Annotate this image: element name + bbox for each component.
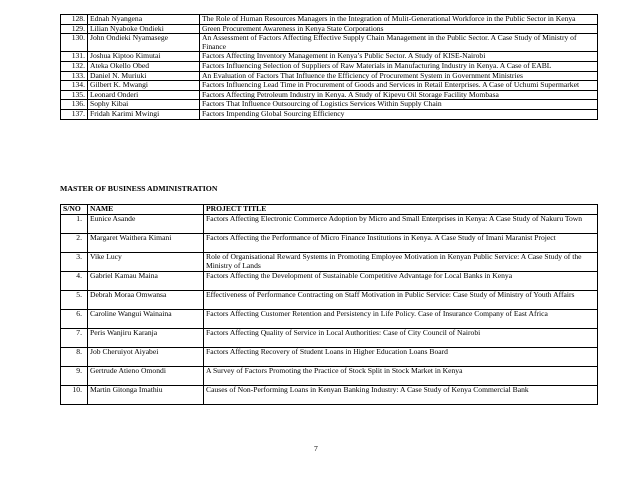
row-number: 131. xyxy=(61,52,88,62)
row-number: 8. xyxy=(61,348,88,367)
project-title: Role of Organisational Reward Systems in Promoting Employee Motivation in Kenyan Public Service: A Case Study of the Ministry of Lands xyxy=(204,253,598,272)
row-number: 10. xyxy=(61,386,88,405)
row-number: 6. xyxy=(61,310,88,329)
row-number: 137. xyxy=(61,109,88,119)
row-number: 5. xyxy=(61,291,88,310)
project-title: Factors Impending Global Sourcing Efficiency xyxy=(200,109,598,119)
project-title: Factors Affecting Petroleum Industry in Kenya. A Study of Kipevu Oil Storage Facility Mombasa xyxy=(200,90,598,100)
table-row xyxy=(61,234,598,253)
project-title: Factors Affecting the Development of Sustainable Competitive Advantage for Local Banks in Kenya xyxy=(204,272,598,291)
project-title: Green Procurement Awareness in Kenya State Corporations xyxy=(200,24,598,34)
column-header-project-title: PROJECT TITLE xyxy=(204,205,598,215)
row-number: 130. xyxy=(61,34,88,52)
student-name: Daniel N. Muriuki xyxy=(88,71,200,81)
table-row xyxy=(61,215,598,234)
column-header-name: NAME xyxy=(88,205,204,215)
table-row xyxy=(61,61,598,71)
project-title: Causes of Non-Performing Loans in Kenyan Banking Industry: A Case Study of Kenya Commercial Bank xyxy=(204,386,598,405)
table-row xyxy=(61,386,598,405)
table-row xyxy=(61,109,598,119)
student-name: Gabriel Kamau Maina xyxy=(88,272,204,291)
table-row xyxy=(61,15,598,25)
row-number: 136. xyxy=(61,100,88,110)
table-header-row xyxy=(61,205,598,215)
table-row xyxy=(61,34,598,52)
section-heading: MASTER OF BUSINESS ADMINISTRATION xyxy=(60,184,218,193)
student-name: Job Cheruiyot Aiyabei xyxy=(88,348,204,367)
row-number: 135. xyxy=(61,90,88,100)
table-row xyxy=(61,253,598,272)
project-title: The Role of Human Resources Managers in the Integration of Mulit-Generational Workforce in the Public Sector in Kenya xyxy=(200,15,598,25)
projects-table-continued xyxy=(60,14,598,120)
row-number: 133. xyxy=(61,71,88,81)
table-row xyxy=(61,367,598,386)
project-title: Factors Influencing Selection of Suppliers of Raw Materials in Manufacturing Industry in Kenya. A Case of EABL xyxy=(200,61,598,71)
row-number: 2. xyxy=(61,234,88,253)
student-name: Sophy Kibai xyxy=(88,100,200,110)
table-row xyxy=(61,310,598,329)
project-title: An Evaluation of Factors That Influence the Efficiency of Procurement System in Government Ministries xyxy=(200,71,598,81)
page-number: 7 xyxy=(314,444,318,453)
table-row xyxy=(61,100,598,110)
project-title: Factors Influencing Lead Time in Procurement of Goods and Services in Retail Enterprises. A Case of Uchumi Supermarket xyxy=(200,81,598,91)
row-number: 4. xyxy=(61,272,88,291)
table-row xyxy=(61,272,598,291)
row-number: 3. xyxy=(61,253,88,272)
project-title: Factors Affecting the Performance of Micro Finance Institutions in Kenya. A Case Study of Imani Maranist Project xyxy=(204,234,598,253)
mba-projects-table xyxy=(60,204,598,405)
table-row xyxy=(61,291,598,310)
table-row xyxy=(61,348,598,367)
project-title: Factors Affecting Quality of Service in Local Authorities: Case of City Council of Nairobi xyxy=(204,329,598,348)
row-number: 128. xyxy=(61,15,88,25)
student-name: Peris Wanjiru Karanja xyxy=(88,329,204,348)
project-title: Factors Affecting Recovery of Student Loans in Higher Education Loans Board xyxy=(204,348,598,367)
project-title: Effectiveness of Performance Contracting on Staff Motivation in Public Service: Case Study of Ministry of Youth Affairs xyxy=(204,291,598,310)
student-name: Vike Lucy xyxy=(88,253,204,272)
student-name: Gilbert K. Mwangi xyxy=(88,81,200,91)
student-name: Caroline Wangui Wainaina xyxy=(88,310,204,329)
project-title: An Assessment of Factors Affecting Effective Supply Chain Management in the Public Sector. A Case Study of Ministry of Finance xyxy=(200,34,598,52)
student-name: Gertrude Atieno Omondi xyxy=(88,367,204,386)
project-title: A Survey of Factors Promoting the Practice of Stock Split in Stock Market in Kenya xyxy=(204,367,598,386)
table-row xyxy=(61,81,598,91)
row-number: 132. xyxy=(61,61,88,71)
student-name: Lilian Nyaboke Ondieki xyxy=(88,24,200,34)
student-name: Joshua Kiptoo Kimutai xyxy=(88,52,200,62)
row-number: 129. xyxy=(61,24,88,34)
column-header-sno: S/NO xyxy=(61,205,88,215)
row-number: 7. xyxy=(61,329,88,348)
project-title: Factors Affecting Electronic Commerce Adoption by Micro and Small Enterprises in Kenya: A Case Study of Nakuru Town xyxy=(204,215,598,234)
table-row xyxy=(61,329,598,348)
student-name: Ateka Okello Obed xyxy=(88,61,200,71)
student-name: Ednah Nyangena xyxy=(88,15,200,25)
student-name: John Ondieki Nyamasege xyxy=(88,34,200,52)
student-name: Eunice Asande xyxy=(88,215,204,234)
student-name: Leonard Onderi xyxy=(88,90,200,100)
row-number: 9. xyxy=(61,367,88,386)
student-name: Martin Gitonga Imathiu xyxy=(88,386,204,405)
project-title: Factors That Influence Outsourcing of Logistics Services Within Supply Chain xyxy=(200,100,598,110)
student-name: Fridah Karimi Mwingi xyxy=(88,109,200,119)
row-number: 1. xyxy=(61,215,88,234)
student-name: Margaret Waithera Kimani xyxy=(88,234,204,253)
student-name: Debrah Moraa Omwansa xyxy=(88,291,204,310)
project-title: Factors Affecting Inventory Management in Kenya’s Public Sector. A Study of KISE-Nairobi xyxy=(200,52,598,62)
row-number: 134. xyxy=(61,81,88,91)
project-title: Factors Affecting Customer Retention and Persistency in Life Policy. Case of Insurance Company of East Africa xyxy=(204,310,598,329)
